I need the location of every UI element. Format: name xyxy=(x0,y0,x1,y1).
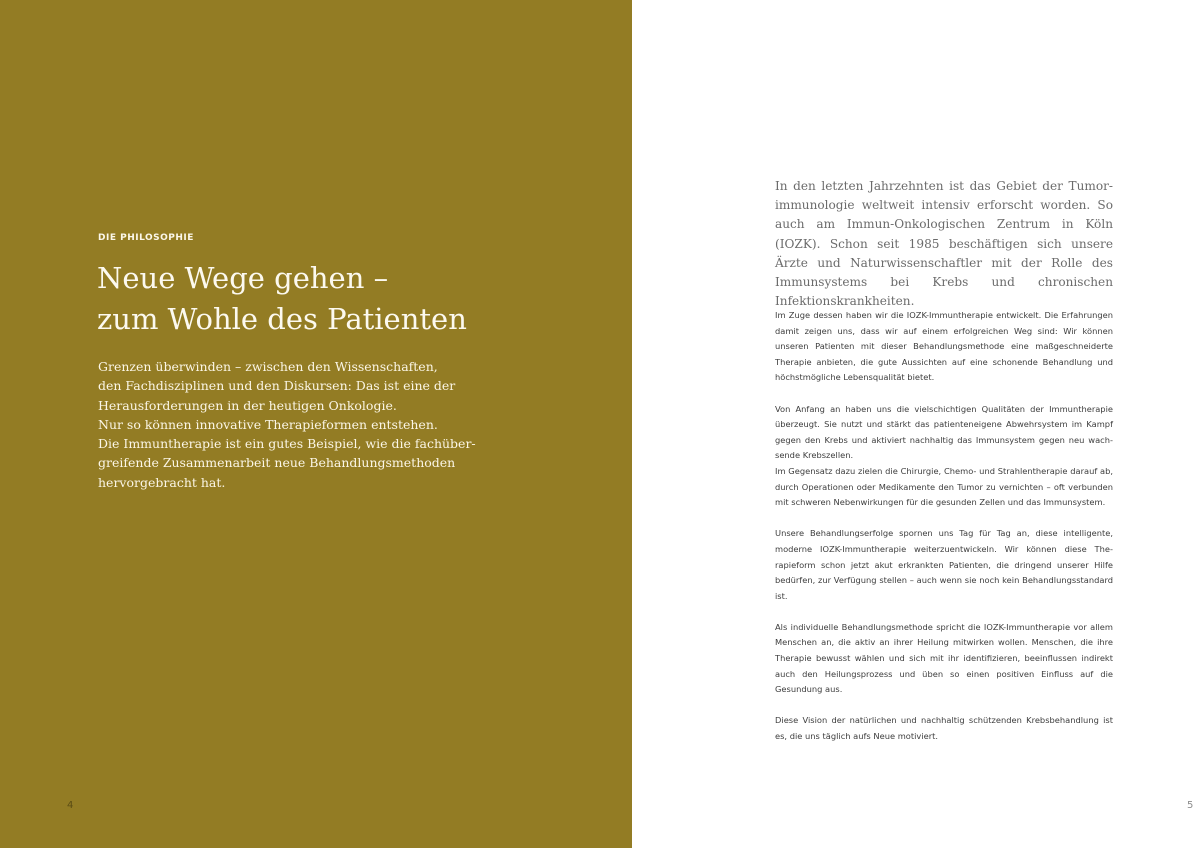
lead-line: Herausforderungen in der heutigen Onkologie. xyxy=(98,397,397,413)
lead-line: den Fachdisziplinen und den Diskursen: Das ist eine der xyxy=(98,378,456,394)
body-paragraph: Diese Vision der natürlichen und nachhaltig schützenden Krebsbehandlung ist es, die uns täglich aufs Neue motiviert. xyxy=(775,715,1113,742)
section-label: DIE PHILOSOPHIE xyxy=(98,233,194,243)
lead-line: Grenzen überwinden – zwischen den Wissenschaften, xyxy=(98,359,438,374)
right-page xyxy=(632,0,1200,848)
lead-line: greifende Zusammenarbeit neue Behandlungsmethoden xyxy=(98,455,456,471)
body-paragraph: Im Zuge dessen haben wir die IOZK-Immuntherapie entwickelt. Die Erfahrungen damit zeigen uns, dass wir auf einem erfolgreichen Weg sind: Wir können unseren Patienten mit dieser Behandlungsmethode eine maßgeschneiderte Therapie anbieten, die gute Aussichten auf eine schonende Behandlung und höchstmögliche Lebensqualität bietet. xyxy=(775,310,1113,383)
body-paragraph xyxy=(775,402,1113,511)
lead-line: Die Immuntherapie ist ein gutes Beispiel, wie die fachüber- xyxy=(98,436,476,452)
body-paragraph-part: Von Anfang an haben uns die vielschichtigen Qualitäten der Immuntherapie überzeugt. Sie nutzt und stärkt das patienteneigene Abwehrsystem im Kampf gegen den Krebs und aktiviert nachhaltig das Immunsystem gegen neu wachsende Krebszellen. xyxy=(775,403,1113,461)
lead-line: hervorgebracht hat. xyxy=(98,474,226,490)
lead-line: Nur so können innovative Therapieformen entstehen. xyxy=(98,416,438,432)
page-title xyxy=(97,258,597,340)
page-number-left: 4 xyxy=(67,800,74,811)
body-text xyxy=(775,308,1113,760)
intro-paragraph: In den letzten Jahrzehnten ist das Gebiet der Tumorimmunologie weltweit intensiv erforscht worden. So auch am Immun-Onkologischen Zentrum in Köln (IOZK). Schon seit 1985 beschäftigen sich unsere Ärzte und Naturwissenschaftler mit der Rolle des Immunsystems bei Krebs und chronischen Infektionskrankheiten. xyxy=(775,179,1113,309)
page-title-line: Neue Wege gehen – xyxy=(97,261,389,295)
body-paragraph: Als individuelle Behandlungsmethode spricht die IOZK-Immuntherapie vor allem Menschen an, die aktiv an ihrer Heilung mitwirken wollen. Menschen, die ihre Therapie bewusst wählen und sich mit ihr identifizieren, beeinflussen indirekt auch den Heilungsprozess und üben so einen positiven Einfluss auf die Gesundung aus. xyxy=(775,621,1113,695)
body-paragraph: Unsere Behandlungserfolge spornen uns Tag für Tag an, diese intelligente, moderne IOZK-Immuntherapie weiterzuentwickeln. Wir können diese Therapieform schon jetzt akut erkrankten Patienten, die dringend unserer Hilfe bedürfen, zur Verfügung stellen – auch wenn sie noch kein Behandlungsstandard ist. xyxy=(775,528,1113,601)
lead-paragraph xyxy=(98,357,578,492)
body-paragraph-part: Im Gegensatz dazu zielen die Chirurgie, Chemo- und Strahlentherapie darauf ab, durch Operationen oder Medikamente den Tumor zu vernichten – oft verbunden mit schweren Nebenwirkungen für die gesunden Zellen und das Immunsystem. xyxy=(775,465,1113,508)
page-title-line: zum Wohle des Patienten xyxy=(97,302,467,336)
page-number-right: 5 xyxy=(1187,800,1194,811)
